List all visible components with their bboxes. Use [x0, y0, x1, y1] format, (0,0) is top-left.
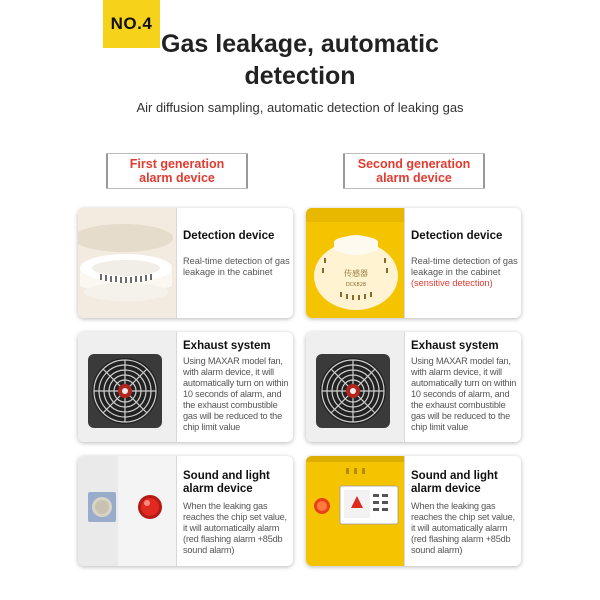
sensitive-detection-note: (sensitive detection): [411, 278, 493, 288]
card-heading-line2: alarm device: [183, 483, 253, 495]
first-gen-header-line1: First generation: [129, 157, 225, 171]
sensor-model: DCK828: [345, 282, 367, 288]
card-divider: [404, 208, 405, 318]
card-divider: [176, 456, 177, 566]
card-heading: Exhaust system: [411, 340, 499, 352]
card-divider: [404, 456, 405, 566]
card-description: Using MAXAR model fan, with alarm device, it will automatically turn on within 10 seconds of alarm, and the exhaust combustible gas will be reduced to the chip limit value: [183, 356, 289, 432]
card-description: Real-time detection of gas leakage in the cabinet: [183, 256, 290, 277]
sensor-label: 传感器: [344, 269, 368, 278]
second-gen-alarm-card: [306, 456, 521, 566]
second-gen-detection-card: [306, 208, 521, 318]
card-heading: [411, 470, 519, 496]
second-gen-header-line1: Second generation: [357, 157, 471, 171]
card-description: Using MAXAR model fan, with alarm device, it will automatically turn on within 10 seconds of alarm, and the exhaust combustible gas will be reduced to the chip limit value: [411, 356, 517, 432]
second-gen-exhaust-card: [306, 332, 521, 442]
card-description: [411, 256, 519, 289]
smoke-detector-image: [78, 208, 176, 318]
card-description: When the leaking gas reaches the chip set value, it will automatically alarm (red flashing alarm +85db sound alarm): [183, 501, 287, 555]
page-subtitle: Air diffusion sampling, automatic detection of leaking gas: [136, 100, 464, 115]
card-heading: Detection device: [411, 230, 503, 242]
exhaust-fan-image: [306, 332, 404, 442]
card-description-text: Real-time detection of gas leakage in the cabinet: [411, 256, 518, 277]
card-divider: [404, 332, 405, 442]
card-divider: [176, 208, 177, 318]
first-gen-exhaust-card: [78, 332, 293, 442]
card-heading-line2: alarm device: [411, 483, 481, 495]
card-heading: [183, 470, 291, 496]
first-gen-alarm-card: [78, 456, 293, 566]
title-line-1: Gas leakage, automatic: [161, 30, 439, 58]
card-heading: Exhaust system: [183, 340, 271, 352]
card-heading-line1: Sound and light: [411, 470, 498, 482]
first-gen-detection-card: [78, 208, 293, 318]
second-gen-header-line2: alarm device: [376, 171, 452, 185]
gas-sensor-image: [306, 208, 404, 318]
title-line-2: detection: [244, 62, 356, 90]
page-title: [160, 28, 440, 92]
card-divider: [176, 332, 177, 442]
cabinet-alarm-image: [306, 456, 404, 566]
first-generation-header: [106, 153, 248, 189]
first-gen-header-line2: alarm device: [139, 171, 215, 185]
alarm-panel-image: [78, 456, 176, 566]
card-description: When the leaking gas reaches the chip set value, it will automatically alarm (red flashing alarm +85db sound alarm): [411, 501, 515, 555]
section-number-badge: NO.4: [103, 0, 160, 48]
card-heading-line1: Sound and light: [183, 470, 270, 482]
second-generation-header: [343, 153, 485, 189]
exhaust-fan-image: [78, 332, 176, 442]
card-heading: Detection device: [183, 230, 275, 242]
